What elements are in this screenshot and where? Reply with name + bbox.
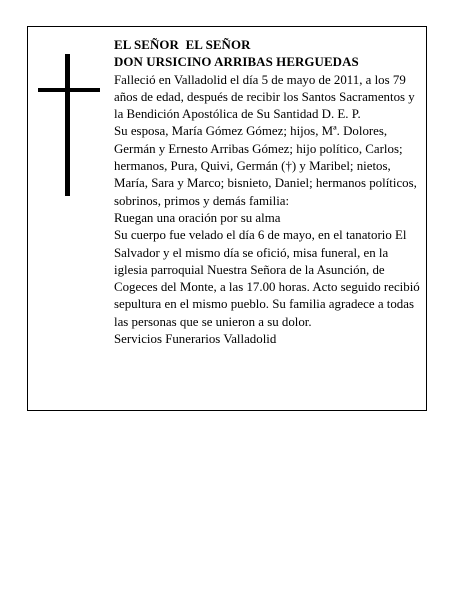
cross-vertical-bar: [65, 54, 70, 196]
funeral-details: Su cuerpo fue velado el día 6 de mayo, en el tanatorio El Salvador y el mismo día se ofició, misa funeral, en la iglesia parroquial Nuestra Señora de la Asunción, de Cogeces del Monte, a las 17.00 horas. Acto seguido recibió sepultura en el mismo pueblo. Su familia agradece a todas las personas que se unieron a su dolor.: [114, 228, 420, 329]
funeral-home: Servicios Funerarios Valladolid: [114, 332, 277, 347]
death-announcement: Falleció en Valladolid el día 5 de mayo de 2011, a los 79 años de edad, después de recibir los Santos Sacramentos y la Bendición Apostólica de Su Santidad D. E. P.: [114, 72, 415, 122]
deceased-name: DON URSICINO ARRIBAS HERGUEDAS: [114, 55, 359, 70]
cross-horizontal-bar: [38, 88, 100, 92]
notice-heading: EL SEÑOR EL SEÑOR: [114, 38, 251, 52]
obituary-text: [114, 37, 422, 348]
family-list: Su esposa, María Gómez Gómez; hijos, Mª. Dolores, Germán y Ernesto Arribas Gómez; hijo político, Carlos; hermanos, Pura, Quivi, Germán (†) y Maribel; nietos, María, Sara y Marco; bisnieto, Daniel; hermanos políticos, sobrinos, primos y demás familia:: [114, 124, 417, 208]
prayer-request: Ruegan una oración por su alma: [114, 210, 281, 225]
latin-cross-icon: [38, 54, 100, 196]
